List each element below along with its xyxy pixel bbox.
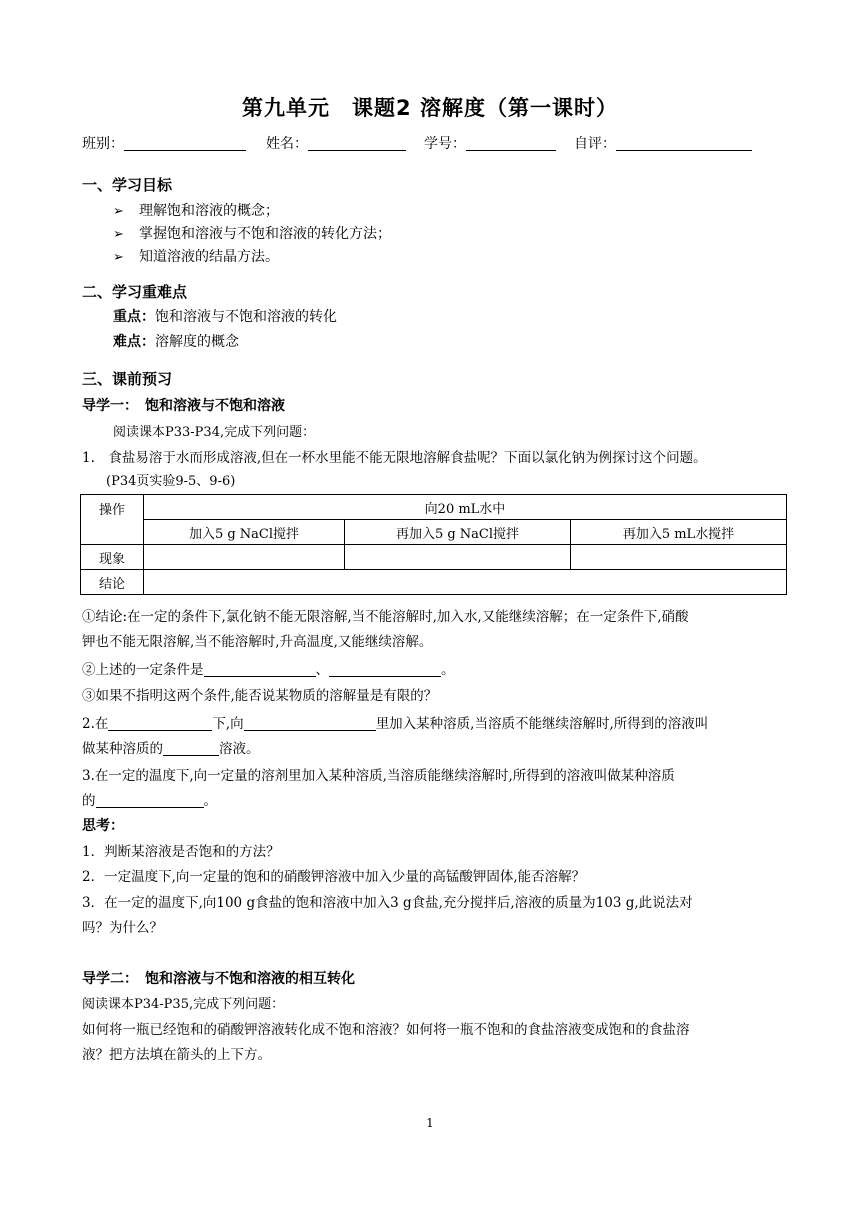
- section3-heading: 三、课前预习: [82, 370, 173, 388]
- class-blank[interactable]: [124, 136, 246, 151]
- condition-blank-2[interactable]: [329, 662, 441, 677]
- page-number: 1: [426, 1116, 434, 1130]
- question3-line2: 的 。: [82, 793, 217, 809]
- question3-line1: 3.在一定的温度下,向一定量的溶剂里加入某种溶质,当溶质能继续溶解时,所得到的溶液叫做某种溶质: [82, 768, 675, 784]
- guide2-title: 导学二： 饱和溶液与不饱和溶液的相互转化: [82, 971, 355, 987]
- think-3-line1: 3．在一定的温度下,向100 g食盐的饱和溶液中加入3 g食盐,充分搅拌后,溶液的质量为103 g,此说法对: [82, 895, 693, 911]
- think-3-line2: 吗？为什么？: [82, 920, 163, 936]
- arrow-bullet-icon: ➢: [113, 227, 124, 242]
- conclusion-2: ②上述的一定条件是 、 。: [82, 662, 455, 678]
- key-point: 重点：饱和溶液与不饱和溶液的转化: [113, 309, 337, 325]
- phenomenon-cell[interactable]: [345, 545, 571, 570]
- col-2: 再加入5 g NaCl搅拌: [345, 520, 571, 545]
- guide1-read: 阅读课本P33-P34,完成下列问题：: [113, 425, 316, 440]
- section2-heading: 二、学习重难点: [82, 283, 188, 301]
- phenomenon-cell[interactable]: [144, 545, 345, 570]
- page-title: 第九单元 课题2 溶解度（第一课时）: [242, 96, 618, 120]
- name-blank[interactable]: [308, 136, 406, 151]
- objective-item: ➢ 知道溶液的结晶方法。: [113, 249, 279, 265]
- conclusion-1-line2: 钾也不能无限溶解,当不能溶解时,升高温度,又能继续溶解。: [82, 634, 433, 650]
- id-label: 学号：: [424, 136, 466, 152]
- question1: 1. 食盐易溶于水而形成溶液,但在一杯水里能不能无限地溶解食盐呢？下面以氯化钠为例探讨这个问题。: [82, 450, 707, 466]
- conclusion-1-line1: ①结论:在一定的条件下,氯化钠不能无限溶解,当不能溶解时,加入水,又能继续溶解；在一定条件下,硝酸: [82, 609, 689, 625]
- objective-item: ➢ 掌握饱和溶液与不饱和溶液的转化方法；: [113, 226, 391, 242]
- objective-item: ➢ 理解饱和溶液的概念；: [113, 203, 279, 219]
- eval-blank[interactable]: [616, 136, 752, 151]
- class-label: 班别：: [82, 136, 124, 152]
- experiment-table: [80, 494, 787, 595]
- conclusion-label: 结论: [81, 570, 144, 595]
- name-label: 姓名：: [266, 136, 308, 152]
- student-info-row: [82, 133, 752, 153]
- phenomenon-cell[interactable]: [571, 545, 787, 570]
- think-1: 1．判断某溶液是否饱和的方法？: [82, 844, 280, 860]
- guide2-question-line1: 如何将一瓶已经饱和的硝酸钾溶液转化成不饱和溶液？如何将一瓶不饱和的食盐溶液变成饱和的食盐溶: [82, 1022, 690, 1038]
- op-label: 操作: [81, 495, 144, 545]
- id-blank[interactable]: [466, 136, 556, 151]
- question2-line1: 2.在 下,向 里加入某种溶质,当溶质不能继续溶解时,所得到的溶液叫: [82, 716, 709, 732]
- guide1-title: 导学一： 饱和溶液与不饱和溶液: [82, 398, 285, 414]
- q2-blank-3[interactable]: [163, 741, 219, 756]
- eval-label: 自评：: [574, 136, 616, 152]
- col-1: 加入5 g NaCl搅拌: [144, 520, 345, 545]
- section1-heading: 一、学习目标: [82, 176, 173, 194]
- think-heading: 思考：: [82, 818, 124, 834]
- difficult-point: 难点：溶解度的概念: [113, 334, 239, 350]
- question2-line2: 做某种溶质的 溶液。: [82, 741, 260, 757]
- think-2: 2．一定温度下,向一定量的饱和的硝酸钾溶液中加入少量的高锰酸钾固体,能否溶解？: [82, 869, 586, 885]
- guide2-question-line2: 液？把方法填在箭头的上下方。: [82, 1047, 271, 1063]
- arrow-bullet-icon: ➢: [113, 250, 124, 265]
- q2-blank-2[interactable]: [244, 716, 376, 731]
- condition-blank-1[interactable]: [204, 662, 316, 677]
- guide2-read: 阅读课本P34-P35,完成下列问题：: [82, 997, 285, 1012]
- table-header: 向20 mL水中: [144, 495, 787, 520]
- conclusion-3: ③如果不指明这两个条件,能否说某物质的溶解量是有限的？: [82, 688, 438, 704]
- col-3: 再加入5 mL水搅拌: [571, 520, 787, 545]
- q3-blank[interactable]: [96, 793, 204, 808]
- question1-ref: (P34页实验9-5、9-6): [106, 474, 236, 489]
- q2-blank-1[interactable]: [108, 716, 212, 731]
- phenomenon-label: 现象: [81, 545, 144, 570]
- conclusion-cell[interactable]: [144, 570, 787, 595]
- arrow-bullet-icon: ➢: [113, 204, 124, 219]
